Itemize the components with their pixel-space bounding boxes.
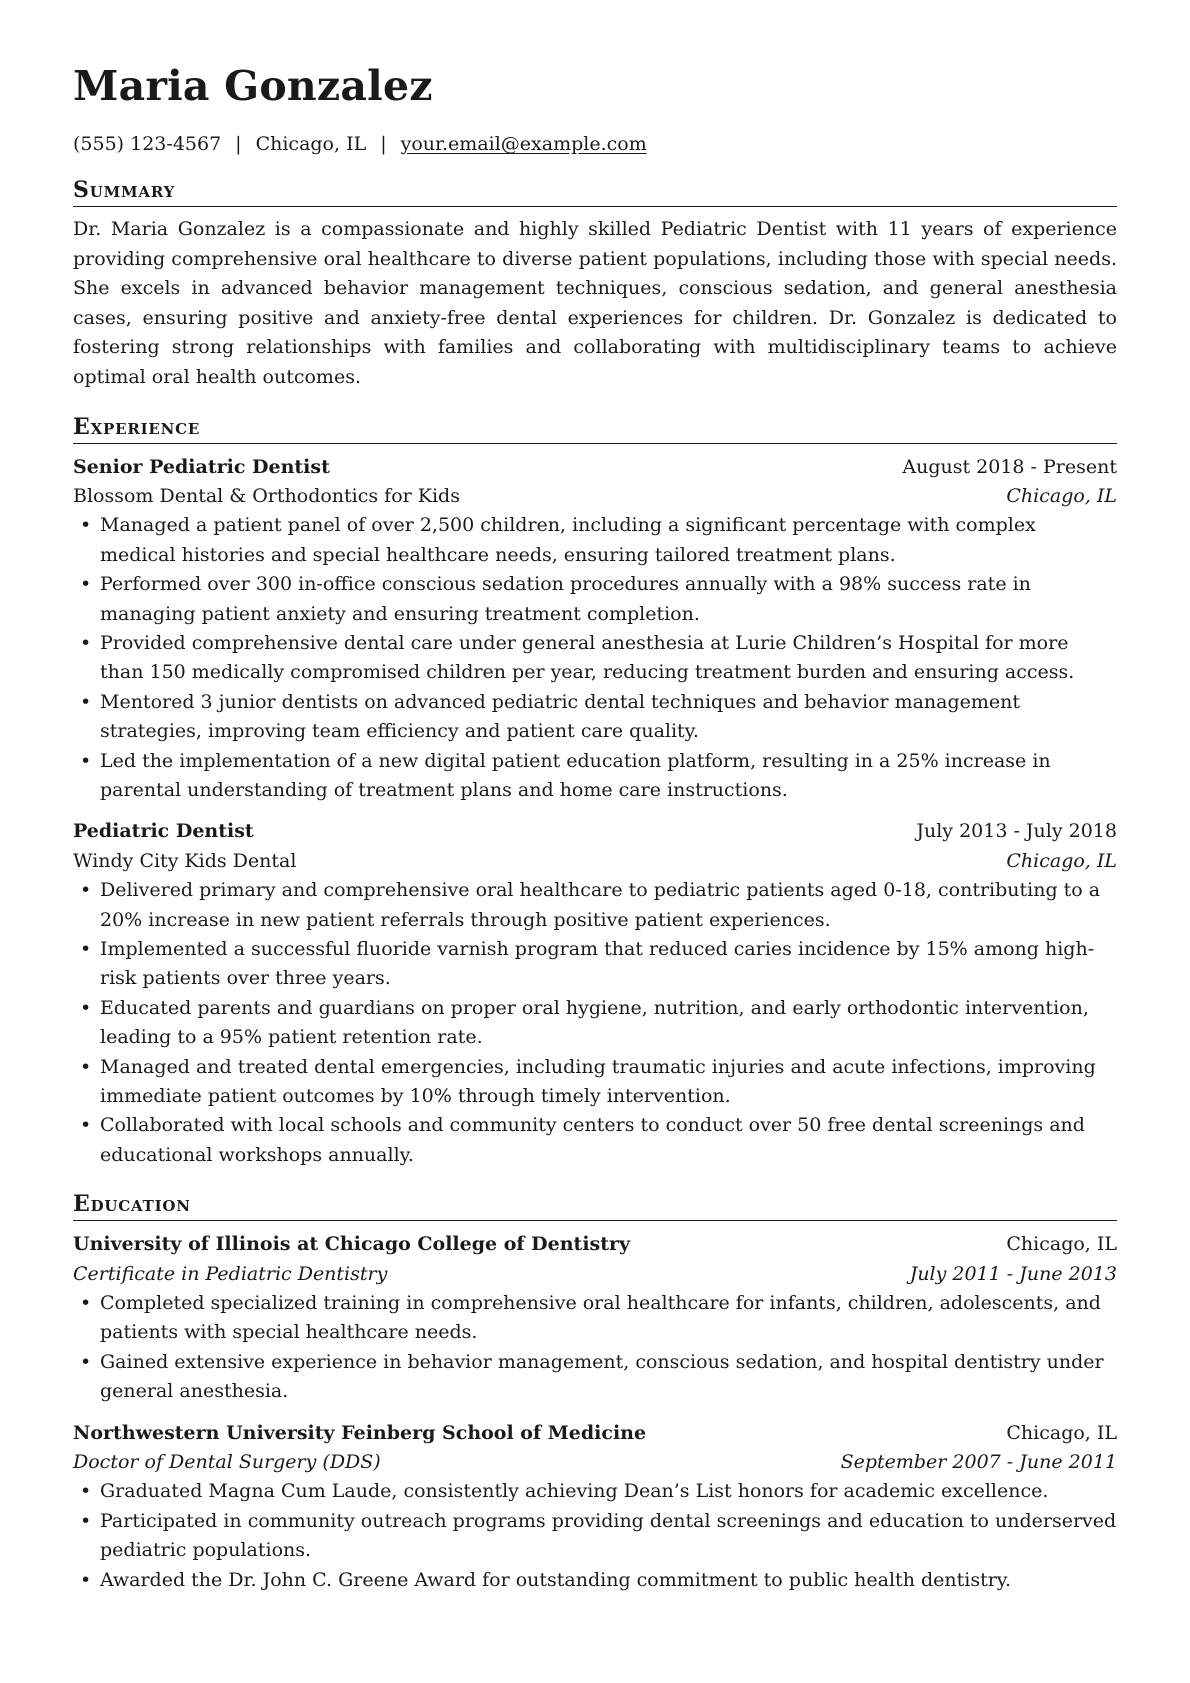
bullet-item: [73, 747, 1117, 806]
job-dates: August 2018 - Present: [902, 455, 1117, 478]
bullet-dot-icon: •: [80, 879, 92, 902]
institution-name: Northwestern University Feinberg School of Medicine: [73, 1421, 647, 1444]
bullet-text: Delivered primary and comprehensive oral healthcare to pediatric patients aged 0-18, contributing to a 20% increase in new patient referrals through positive patient experiences.: [100, 879, 1101, 931]
bullet-text: Graduated Magna Cum Laude, consistently achieving Dean’s List honors for academic excellence.: [100, 1480, 1049, 1503]
bullet-item: [73, 1111, 1117, 1170]
bullet-text: Awarded the Dr. John C. Greene Award for outstanding commitment to public health dentistry.: [100, 1568, 1012, 1591]
bullet-item: [73, 688, 1117, 747]
bullet-item: [73, 629, 1117, 688]
bullet-dot-icon: •: [80, 1114, 92, 1137]
bullet-item: [73, 1566, 1117, 1595]
institution-location: Chicago, IL: [1006, 1233, 1117, 1256]
job-title: Pediatric Dentist: [73, 820, 254, 843]
education-dates: September 2007 - June 2011: [840, 1451, 1117, 1474]
bullet-dot-icon: •: [80, 690, 92, 713]
bullet-item: [73, 1348, 1117, 1407]
candidate-name: Maria Gonzalez: [73, 62, 433, 110]
entry-header-row: [73, 1419, 1117, 1448]
bullet-text: Completed specialized training in comprehensive oral healthcare for infants, children, adolescents, and patients with special healthcare needs.: [100, 1292, 1101, 1344]
entry-subheader-row: [73, 847, 1117, 876]
bullet-item: [73, 935, 1117, 994]
bullet-dot-icon: •: [80, 1568, 92, 1591]
bullet-item: [73, 1289, 1117, 1348]
bullet-text: Managed a patient panel of over 2,500 children, including a significant percentage with complex medical histories and special healthcare needs, ensuring tailored treatment plans.: [100, 514, 1036, 566]
bullet-list: [73, 876, 1117, 1170]
entry-header-row: [73, 453, 1117, 482]
bullet-item: [73, 1507, 1117, 1566]
bullet-dot-icon: •: [80, 631, 92, 654]
bullet-text: Collaborated with local schools and community centers to conduct over 50 free dental screenings and educational workshops annually.: [100, 1114, 1085, 1166]
experience-entry: [73, 817, 1117, 1170]
bullet-item: [73, 994, 1117, 1053]
bullet-text: Participated in community outreach programs providing dental screenings and education to underserved pediatric populations.: [100, 1509, 1117, 1562]
institution-location: Chicago, IL: [1006, 1421, 1117, 1444]
bullet-dot-icon: •: [80, 573, 92, 596]
bullet-dot-icon: •: [80, 996, 92, 1019]
education-entry: [73, 1419, 1117, 1595]
bullet-text: Implemented a successful fluoride varnish program that reduced caries incidence by 15% among high-risk patients over three years.: [100, 938, 1095, 990]
resume-page: [73, 62, 1117, 1595]
contact-separator: |: [235, 133, 242, 155]
education-entry: [73, 1230, 1117, 1406]
entry-subheader-row: [73, 1260, 1117, 1289]
bullet-dot-icon: •: [80, 1055, 92, 1078]
email-link[interactable]: your.email@example.com: [400, 133, 647, 155]
entry-subheader-row: [73, 482, 1117, 511]
summary-text: Dr. Maria Gonzalez is a compassionate and highly skilled Pediatric Dentist with 11 years of experience providing comprehensive oral healthcare to diverse patient populations, including those with special needs. She excels in advanced behavior management techniques, conscious sedation, and general anesthesia cases, ensuring positive and anxiety-free dental experiences for children. Dr. Gonzalez is dedicated to fostering strong relationships with families and collaborating with multidisciplinary teams to achieve optimal oral health outcomes.: [73, 218, 1117, 388]
contact-line: [73, 132, 1117, 156]
education-dates: July 2011 - June 2013: [909, 1262, 1117, 1285]
bullet-list: [73, 1289, 1117, 1407]
institution-name: University of Illinois at Chicago College of Dentistry: [73, 1233, 631, 1256]
job-location: Chicago, IL: [1006, 484, 1117, 507]
phone-number: (555) 123-4567: [73, 133, 222, 155]
bullet-text: Provided comprehensive dental care under general anesthesia at Lurie Children’s Hospital for more than 150 medically compromised children per year, reducing treatment burden and ensuring access.: [100, 631, 1075, 684]
section-title-education: Education: [73, 1190, 1117, 1221]
bullet-item: [73, 876, 1117, 935]
bullet-dot-icon: •: [80, 938, 92, 960]
degree-name: Doctor of Dental Surgery (DDS): [73, 1451, 381, 1474]
bullet-list: [73, 1477, 1117, 1595]
location-text: Chicago, IL: [255, 133, 367, 155]
bullet-text: Educated parents and guardians on proper oral hygiene, nutrition, and early orthodontic intervention, leading to a 95% patient retention rate.: [100, 996, 1089, 1049]
job-dates: July 2013 - July 2018: [916, 820, 1117, 843]
entry-header-row: [73, 1230, 1117, 1259]
bullet-dot-icon: •: [80, 1350, 92, 1373]
bullet-dot-icon: •: [80, 514, 92, 537]
bullet-item: [73, 1477, 1117, 1506]
bullet-dot-icon: •: [80, 749, 92, 772]
bullet-dot-icon: •: [80, 1480, 92, 1503]
section-title-experience: Experience: [73, 413, 1117, 444]
job-title: Senior Pediatric Dentist: [73, 455, 330, 478]
bullet-list: [73, 511, 1117, 805]
bullet-dot-icon: •: [80, 1292, 92, 1315]
bullet-item: [73, 1053, 1117, 1112]
company-name: Blossom Dental & Orthodontics for Kids: [73, 484, 460, 507]
bullet-text: Performed over 300 in-office conscious sedation procedures annually with a 98% success rate in managing patient anxiety and ensuring treatment completion.: [100, 573, 1031, 625]
entry-subheader-row: [73, 1448, 1117, 1477]
entry-header-row: [73, 817, 1117, 846]
bullet-item: [73, 511, 1117, 570]
section-title-summary: Summary: [73, 176, 1117, 207]
degree-name: Certificate in Pediatric Dentistry: [73, 1262, 388, 1285]
bullet-item: [73, 570, 1117, 629]
job-location: Chicago, IL: [1006, 849, 1117, 872]
bullet-text: Gained extensive experience in behavior management, conscious sedation, and hospital dentistry under general anesthesia.: [100, 1350, 1104, 1403]
company-name: Windy City Kids Dental: [73, 849, 297, 872]
bullet-text: Led the implementation of a new digital patient education platform, resulting in a 25% increase in parental understanding of treatment plans and home care instructions.: [100, 749, 1051, 801]
contact-separator: |: [380, 133, 387, 155]
bullet-text: Managed and treated dental emergencies, including traumatic injuries and acute infections, improving immediate patient outcomes by 10% through timely intervention.: [100, 1055, 1096, 1108]
experience-entry: [73, 453, 1117, 806]
bullet-dot-icon: •: [80, 1509, 92, 1532]
bullet-text: Mentored 3 junior dentists on advanced pediatric dental techniques and behavior management strategies, improving team efficiency and patient care quality.: [100, 690, 1021, 743]
